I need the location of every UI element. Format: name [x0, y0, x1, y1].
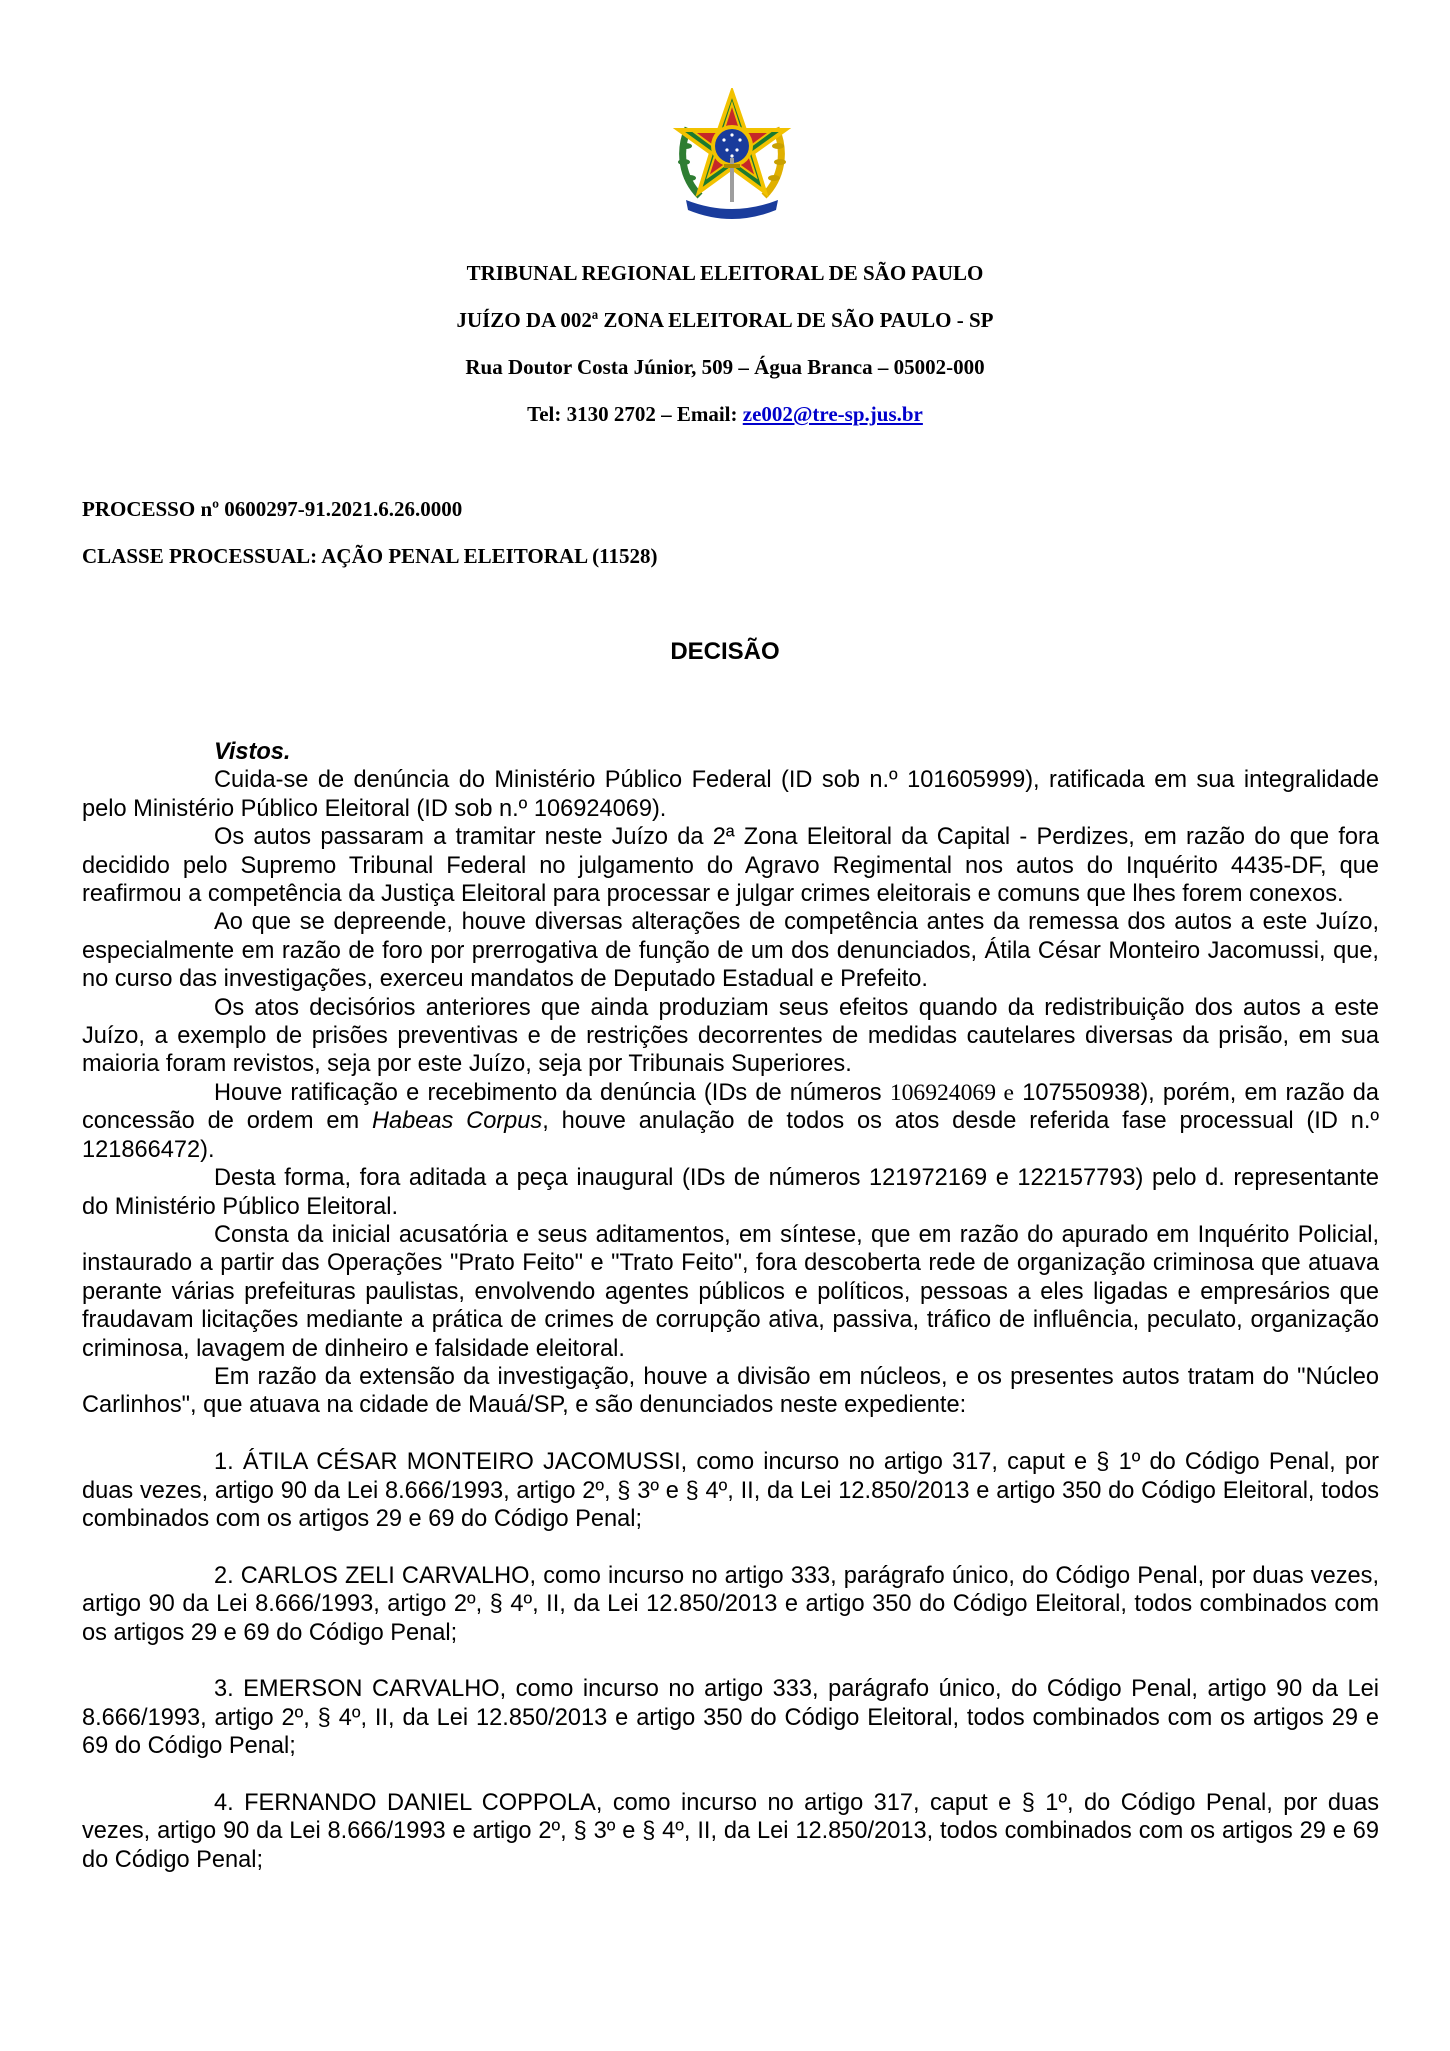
- paragraph-text: , houve anulação de todos os atos desde referida fase processual (ID n.º 121866472).: [82, 1108, 1379, 1163]
- electoral-zone: JUÍZO DA 002ª ZONA ELEITORAL DE SÃO PAULO - SP: [456, 308, 994, 332]
- paragraph: Desta forma, fora aditada a peça inaugural (IDs de números 121972169 e 122157793) pelo d. representante do Ministério Público Eleitoral.: [82, 1165, 1379, 1220]
- habeas-corpus-text: Habeas Corpus: [372, 1108, 543, 1135]
- paragraph-text: Houve ratificação e recebimento da denúncia (IDs de números: [214, 1079, 890, 1106]
- paragraph: Cuida-se de denúncia do Ministério Público Federal (ID sob n.º 101605999), ratificada em sua integralidade pelo Ministério Público Eleitoral (ID sob n.º 106924069).: [82, 767, 1379, 822]
- paragraph: Ao que se depreende, houve diversas alterações de competência antes da remessa dos autos a este Juízo, especialmente em razão de foro por prerrogativa de função de um dos denunciados, Átila César Monteiro Jacomussi, que, no curso das investigações, exerceu mandatos de Deputado Estadual e Prefeito.: [82, 909, 1379, 993]
- court-address: Rua Doutor Costa Júnior, 509 – Água Branca – 05002-000: [465, 355, 985, 379]
- contact-phone: Tel: 3130 2702 – Email:: [527, 402, 743, 426]
- coat-of-arms-emblem: [672, 88, 792, 220]
- paragraph-text: 107550938), porém, em razão da concessão de ordem em: [82, 1079, 1380, 1135]
- vistos-heading: Vistos.: [214, 739, 291, 765]
- document-title: DECISÃO: [670, 638, 780, 665]
- defendant-item: 1. ÁTILA CÉSAR MONTEIRO JACOMUSSI, como incurso no artigo 317, caput e § 1º do Código Penal, por duas vezes, artigo 90 da Lei 8.666/1993, artigo 2º, § 3º e § 4º, II, da Lei 12.850/2013 e artigo 350 do Código Eleitoral, todos combinados com os artigos 29 e 69 do Código Penal;: [82, 1449, 1379, 1532]
- defendant-item: 2. CARLOS ZELI CARVALHO, como incurso no artigo 333, parágrafo único, do Código Penal, por duas vezes, artigo 90 da Lei 8.666/1993, artigo 2º, § 4º, II, da Lei 12.850/2013 e artigo 350 do Código Eleitoral, todos combinados com os artigos 29 e 69 do Código Penal;: [82, 1562, 1379, 1646]
- email-link[interactable]: ze002@tre-sp.jus.br: [742, 402, 923, 426]
- process-number: PROCESSO nº 0600297-91.2021.6.26.0000: [82, 497, 463, 521]
- paragraph: [82, 1079, 1379, 1164]
- paragraph: Consta da inicial acusatória e seus aditamentos, em síntese, que em razão do apurado em Inquérito Policial, instaurado a partir das Operações "Prato Feito" e "Trato Feito", fora descoberta rede de organização criminosa que atuava perante várias prefeituras paulistas, envolvendo agentes públicos e políticos, pessoas a eles ligadas e empresários que fraudavam licitações mediante a prática de crimes de corrupção ativa, passiva, tráfico de influência, peculato, organização criminosa, lavagem de dinheiro e falsidade eleitoral.: [82, 1221, 1379, 1362]
- process-class: CLASSE PROCESSUAL: AÇÃO PENAL ELEITORAL (11528): [82, 544, 658, 568]
- paragraph-text: 106924069 e: [889, 1079, 1015, 1106]
- paragraph: Os autos passaram a tramitar neste Juízo da 2ª Zona Eleitoral da Capital - Perdizes, em razão do que fora decidido pelo Supremo Tribunal Federal no julgamento do Agravo Regimental nos autos do Inquérito 4435-DF, que reafirmou a competência da Justiça Eleitoral para processar e julgar crimes eleitorais e comuns que lhes forem conexos.: [82, 824, 1379, 908]
- paragraph: Os atos decisórios anteriores que ainda produziam seus efeitos quando da redistribuição dos autos a este Juízo, a exemplo de prisões preventivas e de restrições decorrentes de medidas cautelares diversas da prisão, em sua maioria foram revistos, seja por este Juízo, seja por Tribunais Superiores.: [82, 994, 1379, 1078]
- decision-body: [82, 738, 1379, 1874]
- defendant-item: 3. EMERSON CARVALHO, como incurso no artigo 333, parágrafo único, do Código Penal, artigo 90 da Lei 8.666/1993, artigo 2º, § 4º, II, da Lei 12.850/2013 e artigo 350 do Código Eleitoral, todos combinados com os artigos 29 e 69 do Código Penal;: [82, 1676, 1379, 1760]
- contact-line: [0, 401, 1450, 427]
- court-name: TRIBUNAL REGIONAL ELEITORAL DE SÃO PAULO: [466, 261, 984, 285]
- defendant-item: 4. FERNANDO DANIEL COPPOLA, como incurso no artigo 317, caput e § 1º, do Código Penal, por duas vezes, artigo 90 da Lei 8.666/1993 e artigo 2º, § 3º e § 4º, II, da Lei 12.850/2013, todos combinados com os artigos 29 e 69 do Código Penal;: [82, 1789, 1379, 1873]
- paragraph: Em razão da extensão da investigação, houve a divisão em núcleos, e os presentes autos tratam do "Núcleo Carlinhos", que atuava na cidade de Mauá/SP, e são denunciados neste expediente:: [82, 1363, 1379, 1419]
